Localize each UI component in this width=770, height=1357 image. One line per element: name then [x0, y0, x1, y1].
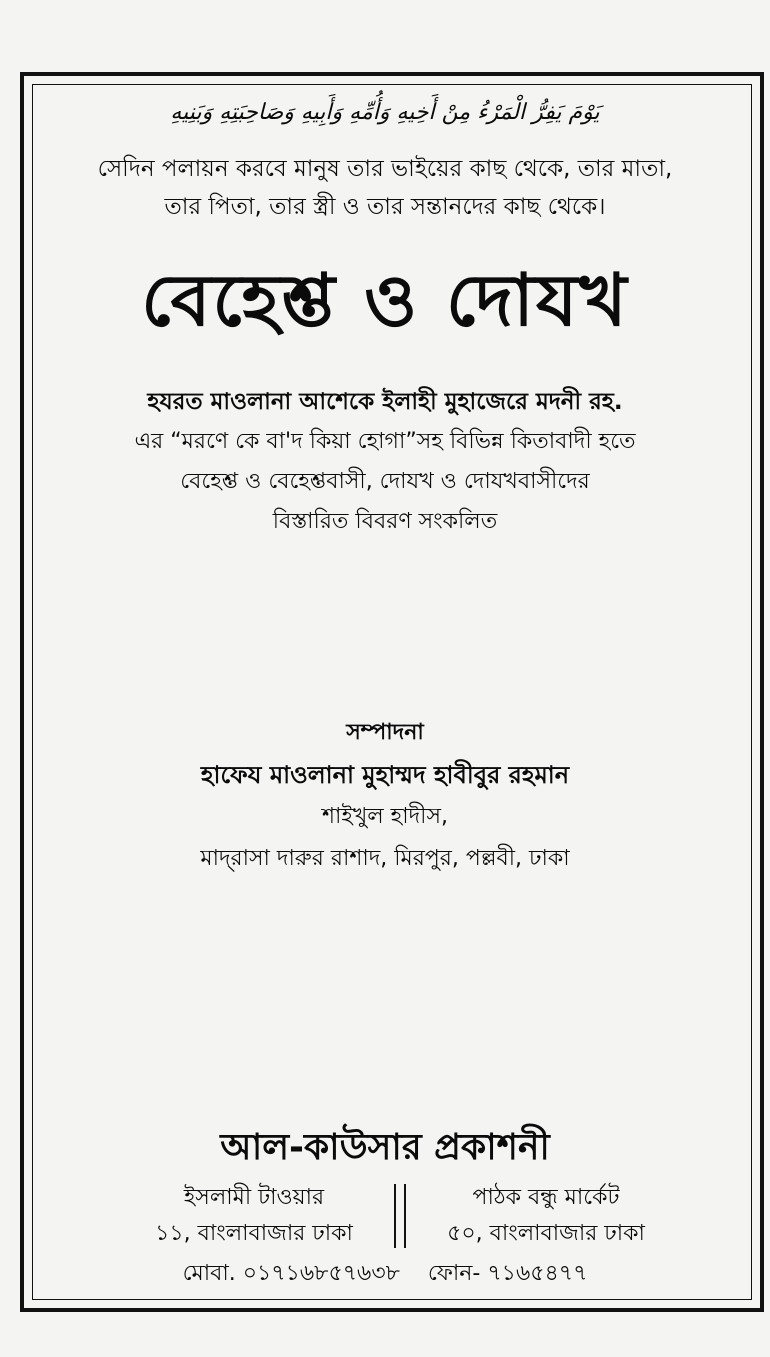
address-right: [416, 1180, 676, 1252]
address-left: [124, 1180, 384, 1252]
arabic-verse: يَوْمَ يَفِرُّ الْمَرْءُ مِنْ أَخِيهِ وَأُمِّهِ وَأَبِيهِ وَصَاحِبَتِهِ وَبَنِيهِ: [170, 100, 600, 125]
editor-position: শাইখুল হাদীস,: [322, 804, 448, 829]
publisher-addresses: [120, 1180, 680, 1252]
translation-line-1: সেদিন পলায়ন করবে মানুষ তার ভাইয়ের কাছ থেকে, তার মাতা,: [97, 156, 673, 182]
publisher-contact: [40, 1258, 730, 1290]
address-divider: [394, 1184, 406, 1248]
address-right-line-1: পাঠক বন্ধু মার্কেট: [472, 1185, 620, 1210]
translation-line-2: তার পিতা, তার স্ত্রী ও তার সন্তানদের কাছ থেকে।: [164, 194, 606, 220]
phone-number: ফোন- ৭১৬৫৪৭৭: [427, 1261, 588, 1286]
book-title: বেহেশ্ত ও দোযখ: [141, 258, 629, 342]
subtitle-line-1: হযরত মাওলানা আশেকে ইলাহী মুহাজেরে মদনী রহ.: [147, 389, 623, 415]
editor-label: সম্পাদনা: [346, 720, 424, 745]
address-right-line-2: ৫০, বাংলাবাজার ঢাকা: [447, 1221, 645, 1246]
editor-name: হাফেয মাওলানা মুহাম্মদ হাবীবুর রহমান: [200, 761, 570, 789]
book-subtitle: [40, 382, 730, 542]
address-left-line-2: ১১, বাংলাবাজার ঢাকা: [155, 1221, 353, 1246]
subtitle-line-3: বেহেশ্ত ও বেহেশ্তবাসী, দোযখ ও দোযখবাসীদের: [180, 469, 590, 494]
subtitle-line-2: এর “মরণে কে বা'দ কিয়া হোগা”সহ বিভিন্ন কিতাবাদী হতে: [134, 429, 636, 454]
publisher-name: আল-কাউসার প্রকাশনী: [220, 1127, 550, 1168]
verse-translation: [40, 150, 730, 226]
mobile-number: মোবা. ০১৭১৬৮৫৭৬৩৮: [182, 1261, 400, 1286]
editor-institution: মাদ্‌রাসা দারুর রাশাদ, মিরপুর, পল্লবী, ঢাকা: [200, 846, 570, 871]
editor-block: [40, 712, 730, 880]
address-left-line-1: ইসলামী টাওয়ার: [183, 1185, 325, 1210]
subtitle-line-4: বিস্তারিত বিবরণ সংকলিত: [272, 509, 498, 534]
